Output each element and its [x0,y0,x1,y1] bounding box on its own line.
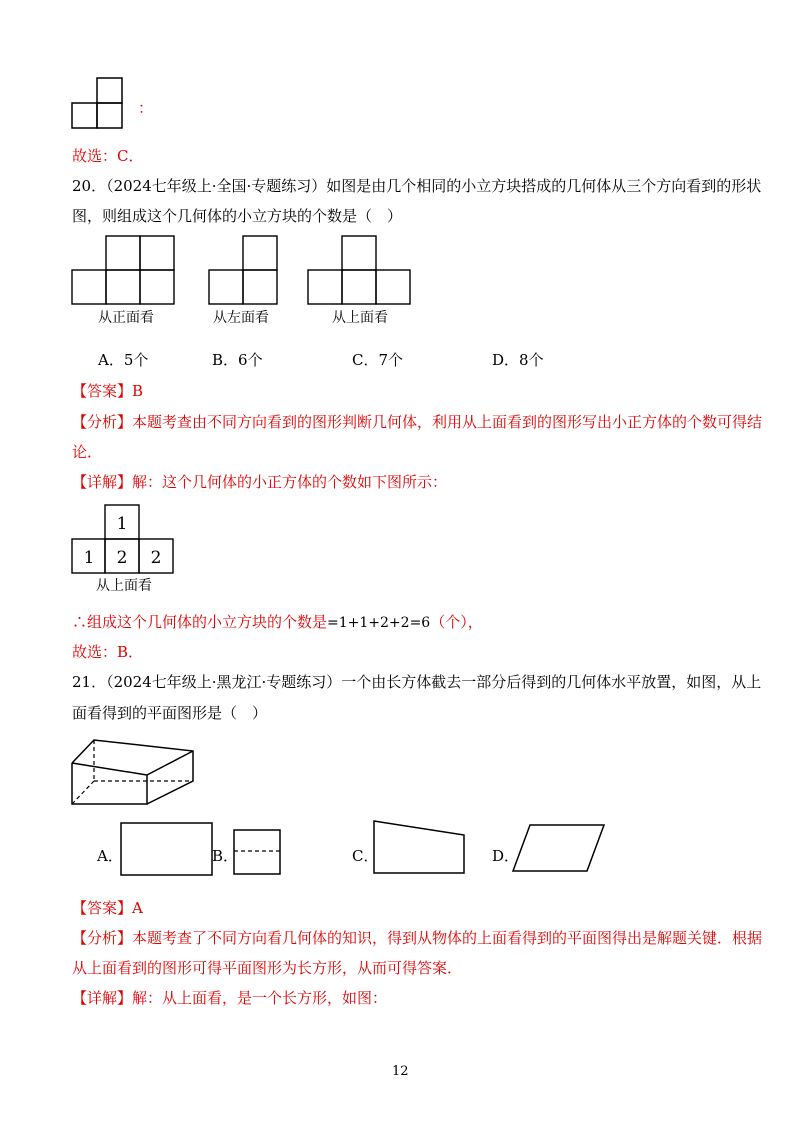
q20-analysis-line1: 【分析】本题考查由不同方向看到的图形判断几何体，利用从上面看到的图形写出小正方体的个数可得结 [72,413,763,431]
grid-cell-value: 1 [116,514,128,534]
q20-conclusion-prefix: ∴组成这个几何体的小立方块的个数是 [72,613,328,631]
q21-option-a-label: A． [97,847,123,865]
q21-option-b-label: B． [212,847,239,865]
q20-front-view-caption: 从正面看 [98,310,154,326]
q21-analysis-line1: 【分析】本题考查了不同方向看几何体的知识，得到从物体的上面看得到的平面图得出是解题关键．根据 [72,929,763,947]
q20-detail-label: 【详解】 [72,473,133,491]
q21-stem-line1: 21．（2024七年级上·黑龙江·专题练习）一个由长方体截去一部分后得到的几何体水平放置，如图，从上 [72,673,762,691]
q20-conclusion [72,612,483,633]
grid-cell-value: 1 [83,548,95,568]
q21-detail [72,988,387,1008]
q21-option-c-figure [373,820,468,875]
q21-option-b-figure [233,829,283,877]
q20-option-a: A．5个 [98,351,149,369]
grid-cell-value: 2 [150,548,162,568]
q20-detail [72,472,447,492]
q21-option-d-figure [512,824,607,874]
q20-option-b: B．6个 [212,351,263,369]
q20-stem-line1: 20．（2024七年级上·全国·专题练习）如图是由几个相同的小立方块搭成的几何体从三个方向看到的形状 [72,177,762,195]
q20-left-view-figure [209,235,279,305]
q20-option-d: D．8个 [492,351,544,369]
q20-answer: 【答案】B [72,382,144,400]
q21-answer: 【答案】A [72,899,143,917]
q20-detail-text: 解：这个几何体的小正方体的个数如下图所示： [132,473,448,491]
q20-stem-line2: 图，则组成这个几何体的小立方块的个数是（ ） [72,207,403,225]
q21-option-a-figure [120,822,215,877]
page-number: 12 [392,1064,409,1079]
q20-front-view-figure [72,235,177,305]
q20-top-view-figure [308,235,413,305]
prev-conclusion: 故选：C． [72,147,144,165]
grid-cell-value: 2 [116,548,128,568]
q20-option-c: C．7个 [352,351,404,369]
q20-choice: 故选：B． [72,643,144,661]
q20-analysis-line2: 论． [72,443,103,461]
q21-detail-text: 解：从上面看，是一个长方形，如图： [132,989,388,1007]
q21-solid-figure [72,738,197,808]
q20-conclusion-suffix: （个）， [430,613,483,631]
q20-top-view-caption: 从上面看 [332,310,388,326]
q21-analysis-line2: 从上面看到的图形可得平面图形为长方形，从而可得答案． [72,959,463,977]
q21-option-d-label: D． [492,847,520,865]
q20-left-view-caption: 从左面看 [213,310,269,326]
q21-option-c-label: C． [352,847,379,865]
q21-stem-line2: 面看得到的平面图形是（ ） [72,704,268,722]
prev-colon: ： [138,99,154,117]
q20-conclusion-formula: =1+1+2+2=6 [327,615,431,631]
q20-count-grid-caption: 从上面看 [96,578,152,594]
prev-answer-figure [72,76,132,131]
q21-detail-label: 【详解】 [72,989,133,1007]
q20-count-grid-figure [72,504,182,579]
